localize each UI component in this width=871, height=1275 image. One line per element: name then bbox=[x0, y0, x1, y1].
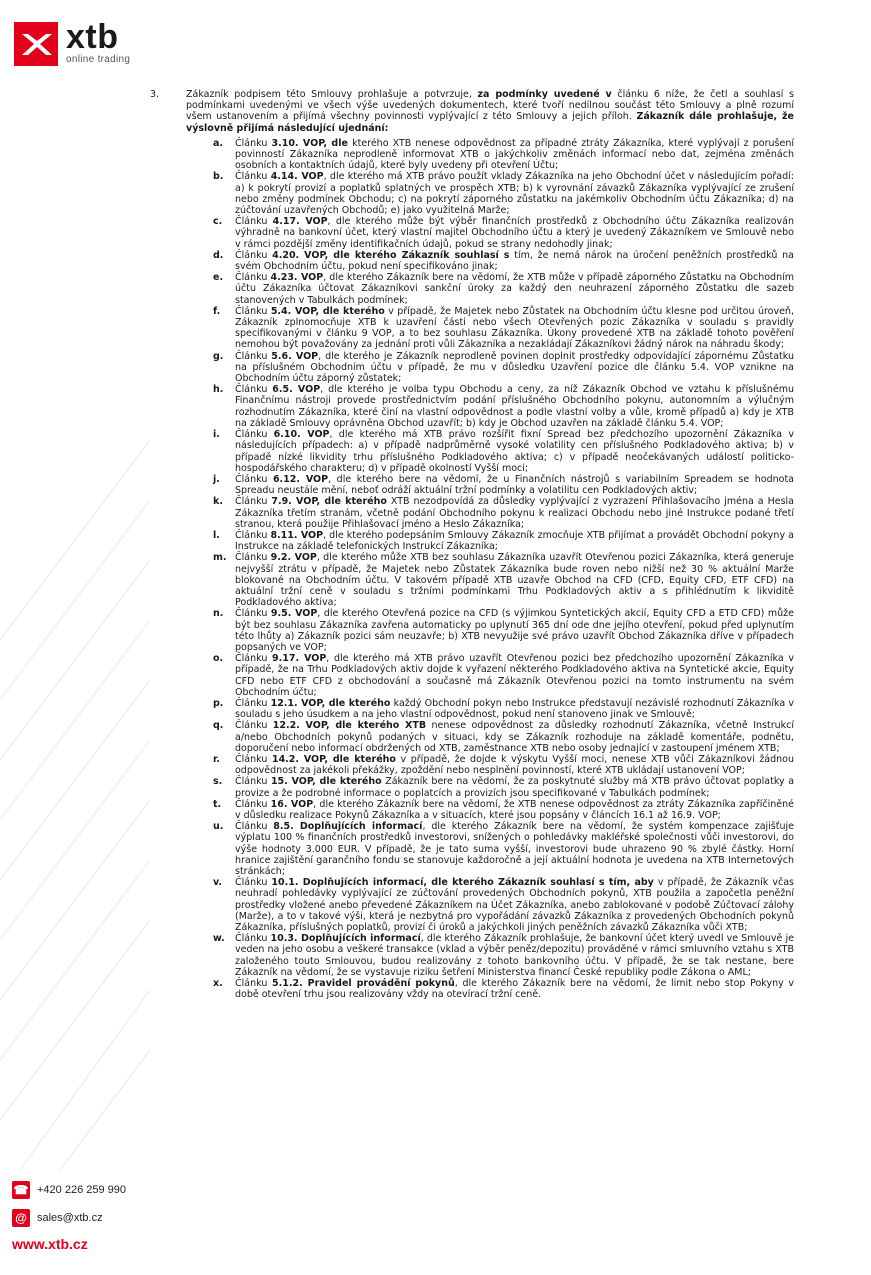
item-reference: 10.1. Doplňujících informací, dle kterého Zákazník souhlasí s tím, aby bbox=[271, 877, 654, 889]
clause-item bbox=[150, 351, 794, 385]
item-text bbox=[235, 384, 794, 429]
clause-item bbox=[150, 496, 794, 530]
clause-item bbox=[150, 272, 794, 306]
item-prefix: Článku bbox=[235, 171, 268, 183]
item-reference: 6.5. VOP bbox=[272, 384, 321, 396]
phone-icon: ☎ bbox=[13, 1183, 29, 1197]
clause-intro bbox=[150, 89, 794, 134]
item-letter: u. bbox=[213, 821, 224, 833]
item-prefix: Článku bbox=[235, 933, 268, 945]
item-letter: c. bbox=[213, 216, 223, 228]
item-letter: w. bbox=[213, 933, 225, 945]
item-reference: 8.11. VOP bbox=[270, 529, 324, 541]
item-reference: 9.2. VOP bbox=[270, 552, 317, 564]
item-letter: v. bbox=[213, 877, 223, 889]
item-letter: e. bbox=[213, 272, 224, 284]
item-body: v případě, že Majetek nebo Zůstatek na Obchodním účtu klesne pod určitou úroveň, Zákazník zplnomocňuje XTB k uzavření části nebo všech Otevřených pozic Zákazníka v souladu s pravidly specifikovanými v článku 9 VOP, a to bez souhlasu Zákazníka. Úkony provedené XTB na základě tohoto pověření nemohou být považovány za jednání proti vůli Zákazníka a nezakládají Zákazníkovi žádný nárok na náhradu škody; bbox=[235, 305, 794, 351]
item-body: , dle kterého podepsáním Smlouvy Zákazník zmocňuje XTB přijímat a provádět Obchodní pokyny a Instrukce na základě telefonických Instrukcí Zákazníka; bbox=[235, 529, 794, 553]
item-letter: t. bbox=[213, 798, 222, 810]
item-reference: 16. VOP bbox=[270, 798, 314, 810]
clause-item bbox=[150, 429, 794, 474]
item-letter: k. bbox=[213, 496, 223, 508]
item-prefix: Článku bbox=[235, 608, 268, 620]
item-prefix: Článku bbox=[235, 720, 268, 732]
item-text bbox=[235, 933, 794, 978]
item-body: , dle kterého Otevřená pozice na CFD (s výjimkou Syntetických akcií, Equity CFD a ETD CFD) může být bez souhlasu Zákazníka zavřena automaticky po uplynutí 365 dní ode dne jejího otevření, pokud před uplynutím této lhůty a) Zákazník pozici sám neuzavře; b) XTB nevyužije své právo uzavřít Obchod Zákazníka dříve v případech popsaných ve VOP; bbox=[235, 608, 794, 653]
item-reference: 15. VOP, dle kterého bbox=[270, 776, 382, 788]
item-prefix: Článku bbox=[235, 216, 268, 228]
item-body: každý Obchodní pokyn nebo Instrukce představují nezávislé rozhodnutí Zákazníka v souladu s jeho úsudkem a na jeho vlastní odpovědnost, pokud není stanoveno jinak ve Smlouvě; bbox=[235, 697, 794, 721]
item-reference: 9.5. VOP bbox=[270, 608, 318, 620]
item-letter: h. bbox=[213, 384, 224, 396]
intro-part-a: Zákazník podpisem této Smlouvy prohlašuje a potvrzuje, bbox=[186, 89, 472, 100]
item-text bbox=[235, 306, 794, 351]
website-link[interactable]: www.xtb.cz bbox=[12, 1236, 88, 1252]
item-reference: 12.1. VOP, dle kterého bbox=[270, 697, 391, 709]
item-prefix: Článku bbox=[235, 798, 268, 810]
clause-item bbox=[150, 978, 794, 1000]
clause-item bbox=[150, 877, 794, 933]
item-text bbox=[235, 720, 794, 754]
intro-part-c: článku 6 níže, že četl a souhlasí s podmínkami uvedenými ve všech výše uvedených dokumentech, které tvoří nedílnou součást této Smlouvy a plně rozumí všem ustanovením a přijímá všechny povinnosti vyplývající z této Smlouvy a jejich příloh. bbox=[186, 89, 794, 123]
phone-row bbox=[12, 1180, 126, 1200]
item-text bbox=[235, 171, 794, 216]
item-prefix: Článku bbox=[235, 978, 268, 990]
xtb-x-icon bbox=[14, 22, 58, 66]
item-letter: a. bbox=[213, 137, 224, 149]
item-letter: i. bbox=[213, 429, 220, 441]
document-body bbox=[150, 89, 794, 1000]
item-letter: m. bbox=[213, 552, 227, 564]
item-body: , dle kterého bere na vědomí, že u Finančních nástrojů s variabilním Spreadem se hodnota Spreadu neustále mění, neboť odráží aktuální tržní podmínky a volatilitu cen Podkladových aktiv; bbox=[235, 473, 794, 497]
item-text bbox=[235, 272, 794, 306]
item-reference: 4.14. VOP bbox=[270, 171, 324, 183]
intro-part-d: Zákazník dále prohlašuje, že výslovně přijímá následující ujednání: bbox=[186, 111, 794, 134]
item-body: Zákazník bere na vědomí, že za poskytnuté služby má XTB právo účtovat poplatky a provize a že podrobné informace o poplatcích a provizích jsou specifikované v Tabulkách podmínek; bbox=[235, 776, 795, 799]
item-text bbox=[235, 429, 794, 474]
item-prefix: Článku bbox=[235, 877, 268, 889]
clause-item bbox=[150, 250, 794, 272]
contact-footer bbox=[12, 1180, 126, 1252]
item-prefix: Článku bbox=[235, 753, 268, 765]
clause-item bbox=[150, 306, 794, 351]
item-body: , dle kterého má XTB právo rozšířit fixní Spread bez předchozího upozornění Zákazníka v následujících případech: a) v případě nadprůměrně vysoké volatility cen příslušného Podkladového aktiva; b) v případě nízké likvidity trhu příslušného Podkladového aktiva; c) v případě neočekávaných událostí politicko-hospodářského charakteru; d) v případě okolností Vyšší moci; bbox=[235, 429, 794, 474]
item-body: , dle kterého má XTB právo použít vklady Zákazníka na jeho Obchodní účet v následujícím pořadí: a) k pokrytí provizí a poplatků splatných ve prospěch XTB; b) k vyrovnání závazků Zákazníka vyplývající ze zrušení nebo změny podmínek Obchodu; c) na pokrytí záporného zůstatku na jakémkoliv Obchodním účtu Zákazníka; d) na zúčtování uzavřených Obchodů; e) jako využitelná Marže; bbox=[235, 171, 794, 217]
item-text bbox=[235, 250, 794, 272]
clause-item bbox=[150, 754, 794, 776]
item-letter: o. bbox=[213, 653, 224, 665]
item-body: v případě, že dojde k výskytu Vyšší moci, nenese XTB vůči Zákazníkovi žádnou odpovědnost za jakékoli překážky, zpoždění nebo nesplnění povinností, které XTB ukládají ustanovení VOP; bbox=[235, 753, 795, 777]
item-body: , dle kterého je Zákazník neprodleně povinen doplnit prostředky odpovídající zápornému Zůstatku na příslušném Obchodním účtu v případě, že mu v důsledku Uzavření pozice dle článku 5.4. VOP vznikne na Obchodním účtu záporný zůstatek; bbox=[235, 350, 794, 385]
item-body: v případě, že Zákazník včas neuhradí pohledávky vyplývající ze zúčtování provedených Obchodních pokynů, XTB použila a započetla peněžní prostředky vložené anebo převedené Zákazníkem na Účet Zákazníka, anebo zablokované v podobě Zúčtovací zálohy (Marže), a to v takové výši, která je nezbytná pro vypořádání závazků Zákazníka z provedených Obchodních pokynů Zákazníka, příslušných poplatků, provizí či úroků a jakýchkoli jiných peněžních závazků Zákazníka vůči XTB; bbox=[235, 877, 794, 934]
clause-item bbox=[150, 474, 794, 496]
item-body: kterého XTB nenese odpovědnost za případné ztráty Zákazníka, které vyplývají z porušení povinností Zákazníka neprodleně informovat XTB o jakýchkoliv změnách informací nebo dat, zejména změnách osobních a kontaktních údajů, které byly uvedeny při otevření Účtu; bbox=[235, 137, 794, 172]
item-letter: f. bbox=[213, 305, 221, 317]
item-reference: 5.1.2. Pravidel provádění pokynů bbox=[272, 978, 455, 990]
clause-item bbox=[150, 171, 794, 216]
item-text bbox=[235, 608, 794, 653]
item-letter: n. bbox=[213, 608, 224, 620]
item-text bbox=[235, 877, 794, 933]
item-prefix: Článku bbox=[235, 137, 268, 149]
item-body: , dle kterého má XTB právo uzavřít Otevřenou pozici bez předchozího upozornění Zákazníka v případě, že na Trhu Podkladových aktiv dojde k vyřazení některého Podkladového aktiva na Syntetické akcie, Equity CFD nebo ETF CFD z obchodování a současně má Zákazník Otevřenou pozici na tomto instrumentu na svém Obchodním účtu; bbox=[235, 653, 794, 698]
item-prefix: Článku bbox=[235, 272, 268, 284]
brand-tagline: online trading bbox=[66, 54, 131, 65]
item-letter: x. bbox=[213, 978, 223, 990]
clause-item bbox=[150, 799, 794, 821]
item-body: , dle kterého Zákazník bere na vědomí, že XTB může v případě záporného Zůstatku na Obchodním účtu Zákazníka účtovat Zákazníkovi sankční úroky za každý den neuhrazení záporného Zůstatku dle sazeb stanovených v Tabulkách podmínek; bbox=[235, 272, 794, 306]
clause-intro-text bbox=[186, 89, 794, 134]
item-text bbox=[235, 821, 794, 877]
item-reference: 7.9. VOP, dle kterého bbox=[271, 496, 387, 508]
item-text bbox=[235, 776, 794, 798]
item-reference: 12.2. VOP, dle kterého XTB bbox=[272, 720, 427, 732]
phone-number: +420 226 259 990 bbox=[37, 1184, 127, 1196]
item-body: , dle kterého Zákazník bere na vědomí, že limit nebo stop Pokyny v době otevření trhu jsou realizovány vždy na otevírací tržní ceně. bbox=[235, 978, 794, 1001]
item-text bbox=[235, 530, 794, 552]
item-prefix: Článku bbox=[235, 384, 268, 396]
item-letter: d. bbox=[213, 249, 224, 261]
clause-item bbox=[150, 608, 794, 653]
item-prefix: Článku bbox=[235, 552, 268, 564]
item-reference: 9.17. VOP bbox=[272, 653, 327, 665]
item-body: tím, že nemá nárok na úročení peněžních prostředků na svém Obchodním účtu, pokud není specifikováno jinak; bbox=[235, 249, 794, 273]
item-prefix: Článku bbox=[235, 529, 268, 541]
item-reference: 14.2. VOP, dle kterého bbox=[271, 753, 396, 765]
clause-item bbox=[150, 384, 794, 429]
clause-item bbox=[150, 720, 794, 754]
item-prefix: Článku bbox=[235, 473, 268, 485]
item-letter: q. bbox=[213, 720, 224, 732]
item-reference: 5.4. VOP, dle kterého bbox=[270, 305, 385, 317]
item-reference: 6.10. VOP bbox=[273, 429, 330, 441]
clause-item bbox=[150, 216, 794, 250]
brand-name: xtb bbox=[66, 18, 119, 56]
item-text bbox=[235, 138, 794, 172]
item-prefix: Článku bbox=[235, 776, 268, 788]
item-prefix: Článku bbox=[235, 429, 268, 441]
clause-item bbox=[150, 552, 794, 608]
clause-item bbox=[150, 530, 794, 552]
item-text bbox=[235, 799, 794, 821]
item-prefix: Článku bbox=[235, 697, 268, 709]
item-text bbox=[235, 351, 794, 385]
item-body: XTB nezodpovídá za důsledky vyplývající z vyzrazení Přihlašovacího jména a Hesla Zákazníka třetím stranám, včetně podání Obchodního pokynu k realizaci Obchodu nebo jiné Instrukce podané třetí stranou, která použije Přihlašovací jméno a Heslo Zákazníka; bbox=[235, 496, 794, 530]
item-letter: s. bbox=[213, 776, 223, 788]
item-reference: 3.10. VOP, dle bbox=[271, 137, 348, 149]
clause-items-list bbox=[150, 138, 794, 1001]
at-icon: @ bbox=[12, 1209, 30, 1227]
item-reference: 10.3. Doplňujících informací bbox=[270, 933, 421, 945]
item-letter: r. bbox=[213, 753, 220, 765]
item-prefix: Článku bbox=[235, 249, 268, 261]
intro-part-b: za podmínky uvedené v bbox=[477, 89, 612, 100]
item-text bbox=[235, 653, 794, 698]
item-body: , dle kterého Zákazník bere na vědomí, že XTB nenese odpovědnost za ztráty Zákazníka zapříčiněné v důsledku realizace Pokynů Zákazníka a v situacích, které jsou popsány v článcích 16.1 až 16.9. VOP; bbox=[235, 798, 794, 821]
item-text bbox=[235, 496, 794, 530]
item-body: , dle kterého může být výběr finančních prostředků z Obchodního účtu Zákazníka realizován výhradně na bankovní účet, který vlastní majitel Obchodního účtu a který je uvedený Zákazníkem ve Smlouvě nebo v rámci pozdější změny identifikačních údajů, pokud se strany nedohodly jinak; bbox=[235, 216, 794, 250]
item-letter: j. bbox=[213, 473, 220, 485]
item-prefix: Článku bbox=[235, 496, 268, 508]
item-text bbox=[235, 216, 794, 250]
item-reference: 8.5. Doplňujících informací bbox=[273, 821, 423, 833]
xtb-logo bbox=[14, 18, 131, 66]
item-prefix: Článku bbox=[235, 653, 268, 665]
item-letter: g. bbox=[213, 350, 224, 362]
item-reference: 4.23. VOP bbox=[270, 272, 324, 284]
item-text bbox=[235, 698, 794, 720]
item-reference: 6.12. VOP bbox=[272, 473, 329, 485]
item-letter: p. bbox=[213, 697, 224, 709]
clause-item bbox=[150, 776, 794, 798]
item-text bbox=[235, 978, 794, 1000]
email-address[interactable]: sales@xtb.cz bbox=[37, 1212, 103, 1224]
item-text bbox=[235, 474, 794, 496]
item-letter: l. bbox=[213, 529, 220, 541]
item-letter: b. bbox=[213, 171, 224, 183]
clause-item bbox=[150, 653, 794, 698]
item-prefix: Článku bbox=[235, 305, 268, 317]
item-prefix: Článku bbox=[235, 350, 268, 362]
item-body: , dle kterého může XTB bez souhlasu Zákazníka uzavřít Otevřenou pozici Zákazníka, která generuje nejvyšší ztrátu v případě, že Majetek nebo Zůstatek Zákazníka bude roven nebo nižší než 30 % aktuální Marže blokované na Obchodním účtu. V takovém případě XTB uzavře Obchod na CFD (CFD, Equity CFD, ETF CFD) na aktuální tržní ceně v souladu s tržními podmínkami Trhu Podkladových aktiv a s přihlédnutím k likviditě Podkladového aktiva; bbox=[235, 552, 794, 609]
item-text bbox=[235, 552, 794, 608]
item-reference: 4.20. VOP, dle kterého Zákazník souhlasí s bbox=[272, 249, 510, 261]
clause-number: 3. bbox=[150, 89, 160, 100]
item-prefix: Článku bbox=[235, 821, 268, 833]
item-body: , dle kterého Zákazník prohlašuje, že bankovní účet který uvedl ve Smlouvě je veden na jeho osobu a veškeré transakce (vklad a výběr peněz/depozitu) prováděné v rámci smluvního vztahu s XTB založeného touto Smlouvou, budou realizovány z tohoto bankovního účtu. V případě, že se tak nestane, bere Zákazník na vědomí, že se vystavuje riziku šetření Ministerstva financí České republiky podle Zákona o AML; bbox=[235, 933, 794, 978]
item-body: , dle kterého je volba typu Obchodu a ceny, za níž Zákazník Obchod ve vztahu k příslušnému Finančnímu nástroji provede prostřednictvím podání příslušného Obchodního pokynu, autonomním a výlučným rozhodnutím Zákazníka, které činí na vlastní odpovědnost a podle vlastní volby a vůle, kromě případů a) kdy je XTB na základě Smlouvy oprávněna Obchod uzavřít; b) kdy je Obchod uzavřen na základě článku 5.4. VOP; bbox=[235, 384, 794, 429]
item-reference: 5.6. VOP bbox=[271, 350, 319, 362]
item-text bbox=[235, 754, 794, 776]
clause-item bbox=[150, 138, 794, 172]
clause-item bbox=[150, 933, 794, 978]
item-body: nenese odpovědnost za důsledky rozhodnutí Zákazníka, včetně Instrukcí a/nebo Obchodních pokynů podaných v situaci, kdy se Zákazník rozhoduje na základě komentáře, podnětu, doporučení nebo informací obdržených od XTB, zaměstnance XTB nebo osoby jednající v zastoupení jménem XTB; bbox=[235, 720, 794, 754]
item-reference: 4.17. VOP bbox=[272, 216, 328, 228]
clause-item bbox=[150, 698, 794, 720]
email-row bbox=[12, 1208, 126, 1228]
clause-item bbox=[150, 821, 794, 877]
item-body: , dle kterého Zákazník bere na vědomí, že systém kompenzace zajišťuje výplatu 100 % finančních prostředků investorovi, snížených o pohledávky makléřské společnosti vůči investorovi, do výše hodnoty 3.000 EUR. V případě, že je tato suma vyšší, investorovi bude uhrazeno 90 % zbylé částky. Horní hranice zajištění garančního fondu se stanovuje každoročně a její aktuální hodnota je uvedena na XTB Internetových stránkách; bbox=[235, 821, 794, 878]
